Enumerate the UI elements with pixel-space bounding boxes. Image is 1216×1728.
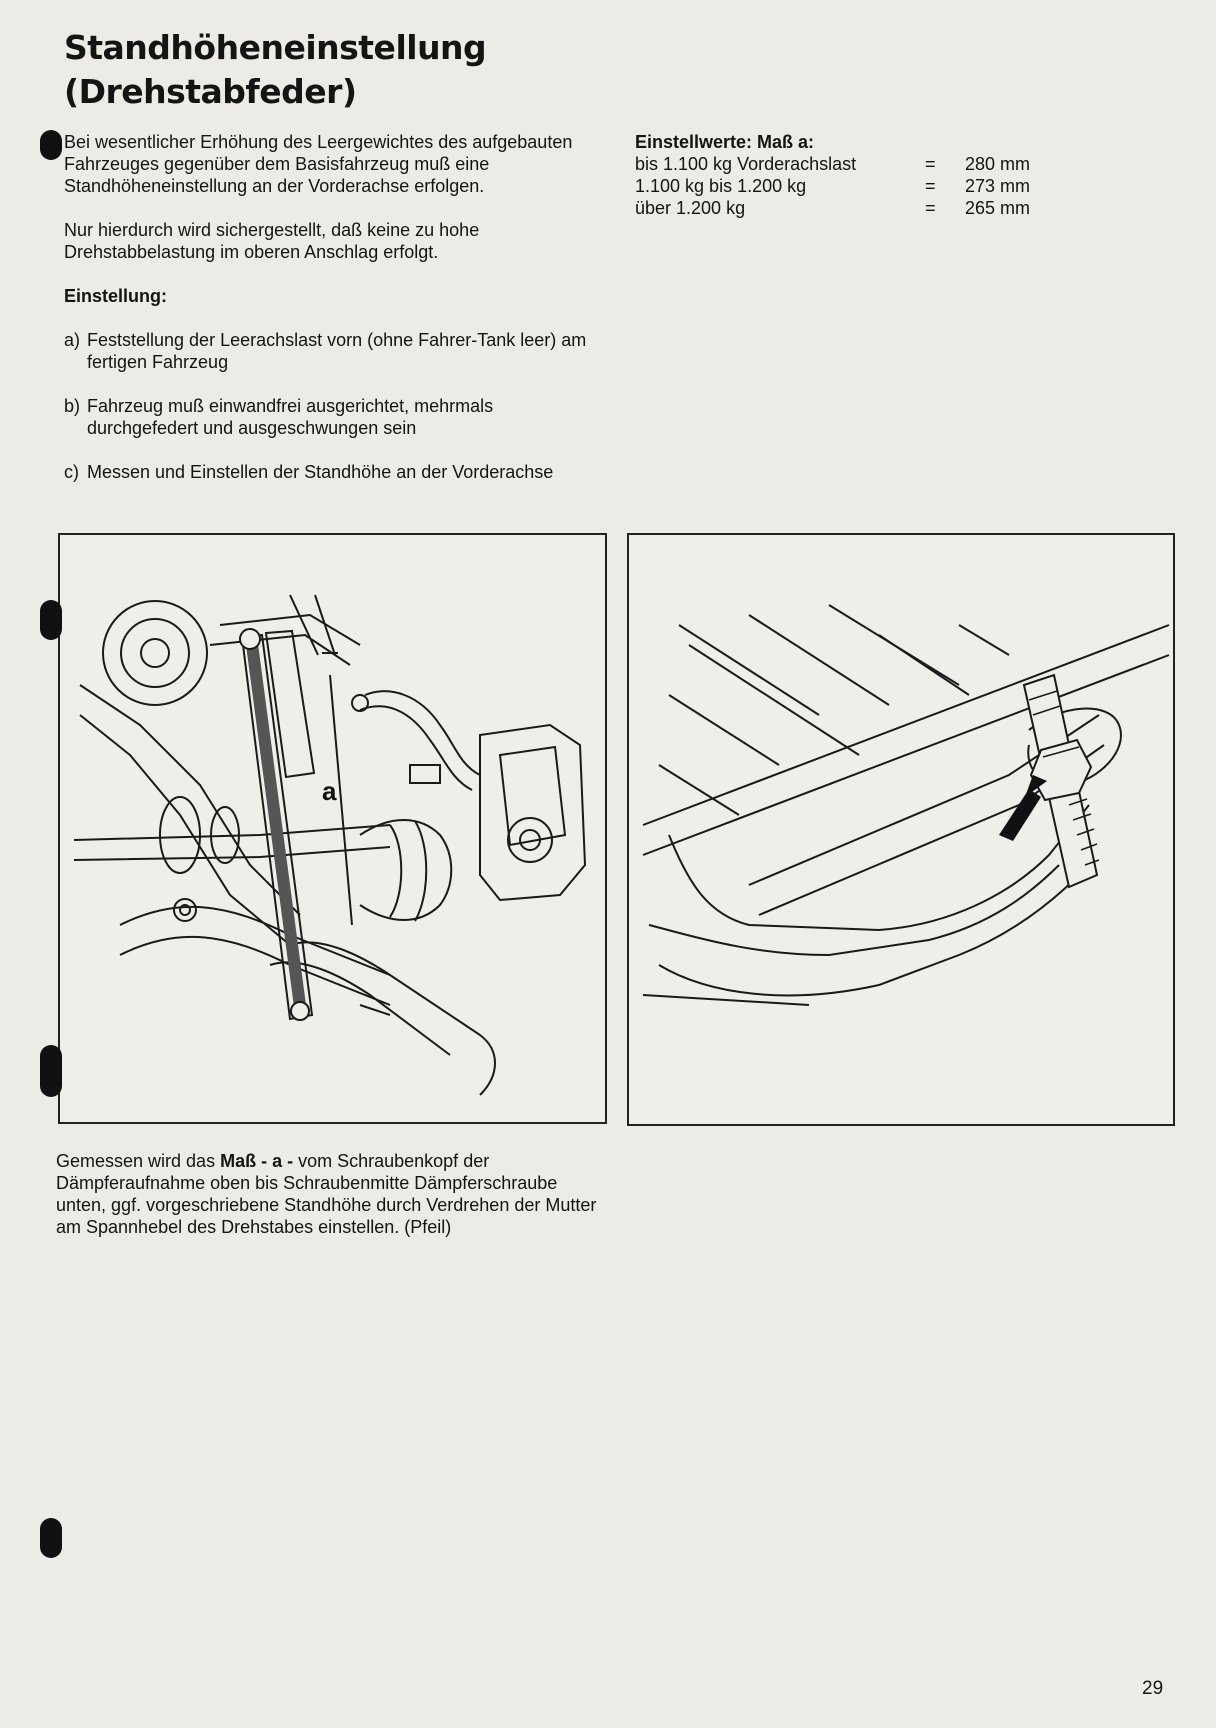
dimension-label-a: a [322, 776, 337, 806]
page-title-line1: Standhöheneinstellung [64, 28, 487, 67]
binder-hole [40, 130, 62, 160]
adjustment-arrow [999, 775, 1047, 841]
step-label: a) [64, 330, 81, 350]
settings-heading: Einstellwerte: Maß a: [635, 132, 815, 152]
caption-measure: Maß - a - [220, 1151, 294, 1171]
step-label: c) [64, 462, 79, 482]
adjustment-heading: Einstellung: [64, 286, 167, 306]
intro-paragraph-1: Bei wesentlicher Erhöhung des Leergewichtes des aufgebauten Fahrzeuges gegenüber dem Basisfahrzeug muß eine Standhöheneinstellung an der Vorderachse erfolgen. [64, 132, 573, 196]
settings-condition: bis 1.100 kg Vorderachslast [635, 154, 857, 174]
settings-table [635, 153, 1030, 219]
adjustment-steps [64, 329, 604, 483]
step-text: Feststellung der Leerachslast vorn (ohne Fahrer-Tank leer) am fertigen Fahrzeug [87, 330, 587, 372]
settings-section [635, 131, 1055, 219]
step-item [64, 395, 604, 439]
torsion-bar-illustration [627, 533, 1175, 1126]
settings-equals: = [925, 198, 936, 218]
binder-hole [40, 1045, 62, 1097]
binder-hole [40, 600, 62, 640]
settings-equals: = [925, 154, 936, 174]
settings-value: 273 mm [965, 176, 1031, 196]
step-label: b) [64, 396, 81, 416]
step-item [64, 329, 604, 373]
caption-text-2: vom Schraubenkopf der Dämpferaufnahme oben bis Schraubenmitte Dämpferschraube unten, ggf. vorgeschriebene Standhöhe durch Verdrehen der Mutter am Spannhebel des Drehstabes einstellen. (Pfeil) [56, 1151, 597, 1237]
settings-condition: über 1.200 kg [635, 198, 746, 218]
table-row [635, 175, 1030, 197]
page-number: 29 [1142, 1678, 1164, 1699]
intro-section [64, 131, 604, 505]
table-row [635, 153, 1030, 175]
shock-absorber-illustration [58, 533, 607, 1124]
step-text: Fahrzeug muß einwandfrei ausgerichtet, mehrmals durchgefedert und ausgeschwungen sein [87, 396, 494, 438]
binder-hole [40, 1518, 62, 1558]
caption-text-1: Gemessen wird das [56, 1151, 221, 1171]
table-row [635, 197, 1030, 219]
page-title-line2: (Drehstabfeder) [64, 72, 357, 111]
settings-equals: = [925, 176, 936, 196]
intro-paragraph-2: Nur hierdurch wird sichergestellt, daß keine zu hohe Drehstabbelastung im oberen Anschlag erfolgt. [64, 220, 480, 262]
step-item [64, 461, 604, 483]
step-text: Messen und Einstellen der Standhöhe an der Vorderachse [87, 462, 554, 482]
shock-absorber-drawing [60, 535, 605, 1122]
settings-value: 265 mm [965, 198, 1031, 218]
figure-caption [56, 1150, 606, 1238]
settings-value: 280 mm [965, 154, 1031, 174]
settings-condition: 1.100 kg bis 1.200 kg [635, 176, 807, 196]
page-title [64, 26, 486, 114]
torsion-bar-drawing [629, 535, 1173, 1124]
